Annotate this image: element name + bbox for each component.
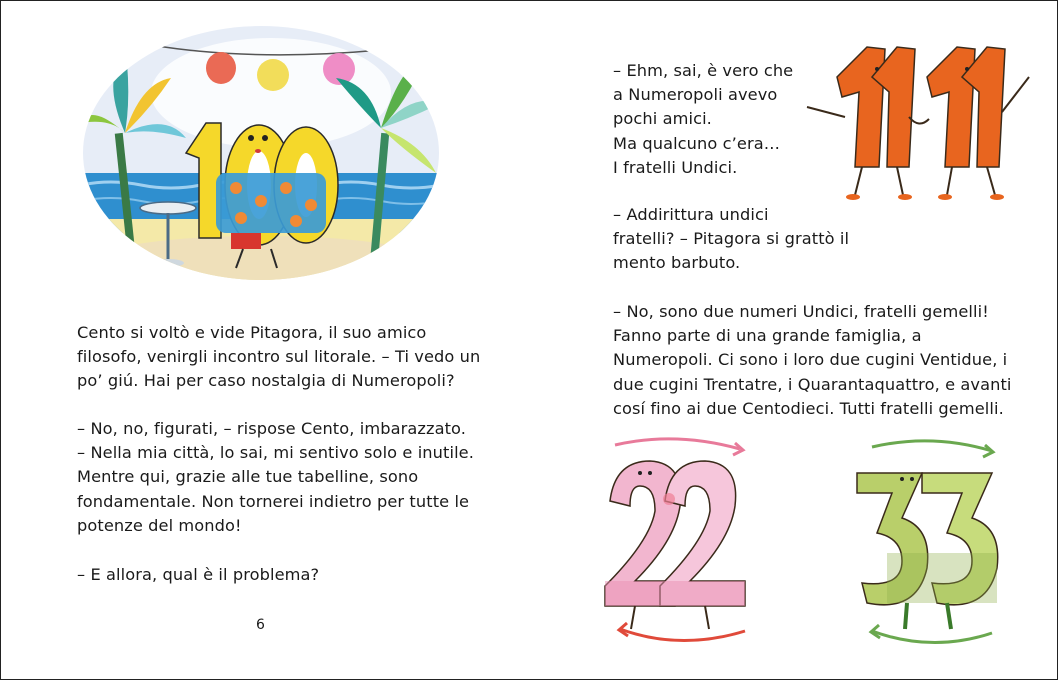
- paragraph-1: [77, 321, 480, 394]
- thirtythree-twins-illustration: [847, 433, 1013, 651]
- page-number: 6: [256, 617, 265, 633]
- right-page: [529, 1, 1057, 679]
- text-line: – Ehm, sai, è vero che: [613, 61, 794, 80]
- beach-hundred-illustration: [81, 23, 441, 281]
- text-line: Cento si voltò e vide Pitagora, il suo amico: [77, 323, 427, 342]
- text-line: Numeropoli. Ci sono i loro due cugini Ventidue, i: [613, 350, 1008, 370]
- text-line: I fratelli Undici.: [613, 157, 738, 177]
- text-line: Fanno parte di una grande famiglia, a: [613, 326, 922, 346]
- text-line: pochi amici.: [613, 109, 712, 129]
- text-line: a Numeropoli avevo: [613, 85, 778, 105]
- text-line: – Addirittura undici: [613, 205, 769, 224]
- text-line: potenze del mondo!: [77, 515, 242, 535]
- eleven-twins-illustration: [797, 37, 1037, 207]
- text-line: due cugini Trentatre, i Quarantaquattro, e avanti: [613, 374, 1012, 394]
- left-page: [1, 1, 529, 679]
- text-line: – No, sono due numeri Undici, fratelli gemelli!: [613, 302, 989, 321]
- twentytwo-twins-illustration: [595, 431, 765, 649]
- text-line: fondamentale. Non tornerei indietro per tutte le: [77, 491, 470, 511]
- text-line: filosofo, venirgli incontro sul litorale. – Ti vedo un: [77, 347, 481, 367]
- paragraph-2: [77, 417, 474, 538]
- text-line: – Nella mia città, lo sai, mi sentivo solo e inutile.: [77, 443, 474, 463]
- paragraph-6: [613, 300, 1012, 421]
- paragraph-4: [613, 59, 793, 180]
- text-line: fratelli? – Pitagora si grattò il: [613, 229, 850, 249]
- text-line: cosí fino ai due Centodieci. Tutti fratelli gemelli.: [613, 398, 1004, 418]
- text-line: po’ giú. Hai per caso nostalgia di Numeropoli?: [77, 371, 455, 391]
- text-line: – No, no, figurati, – rispose Cento, imbarazzato.: [77, 419, 467, 438]
- text-line: Mentre qui, grazie alle tue tabelline, sono: [77, 467, 419, 487]
- text-line: – E allora, qual è il problema?: [77, 565, 320, 584]
- text-line: mento barbuto.: [613, 253, 741, 273]
- paragraph-3: [77, 563, 319, 587]
- text-line: Ma qualcuno c’era…: [613, 133, 781, 153]
- paragraph-5: [613, 203, 849, 276]
